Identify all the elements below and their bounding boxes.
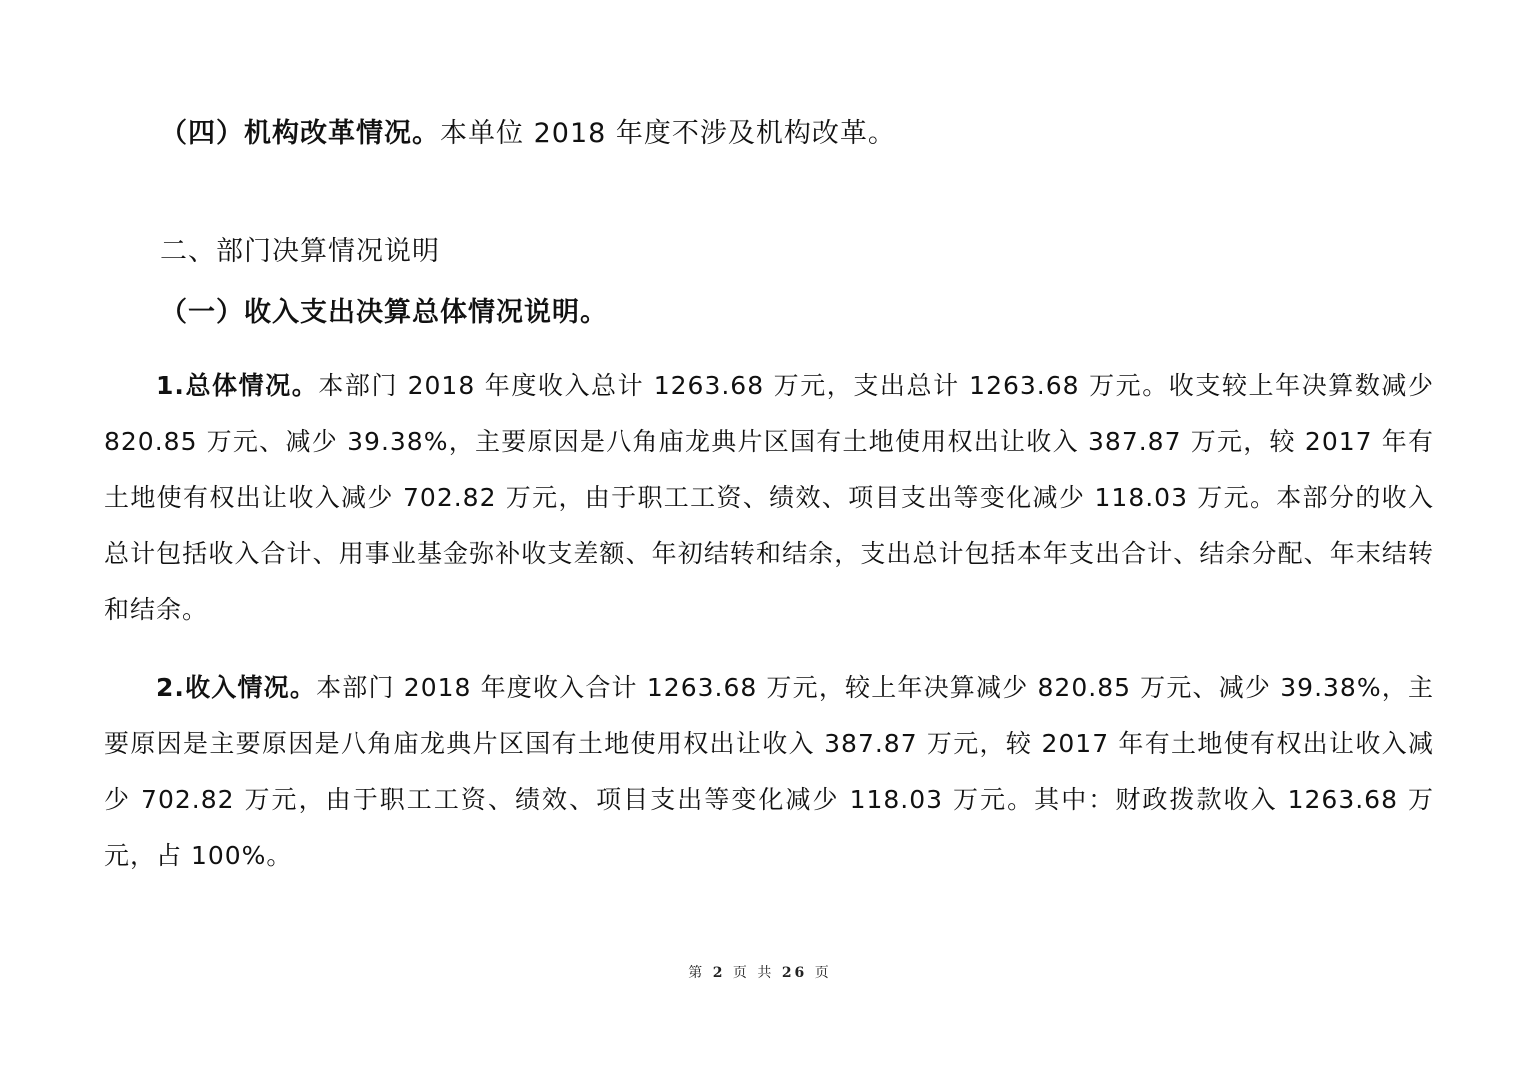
section-four-lead: （四）机构改革情况。 (160, 118, 440, 149)
footer-total-pages: 26 (781, 965, 808, 981)
income-paragraph (104, 660, 1434, 884)
income-lead: 2.收入情况。 (156, 673, 317, 702)
subsection-one-title: （一）收入支出决算总体情况说明。 (160, 297, 608, 328)
overall-lead: 1.总体情况。 (156, 371, 319, 400)
overall-text: 本部门 2018 年度收入总计 1263.68 万元，支出总计 1263.68 万元。收支较上年决算数减少 820.85 万元、减少 39.38%，主要原因是八角庙龙典片区国有土地使用权出让收入 387.87 万元，较 2017 年有土地使有权出让收入减少 702.82 万元，由于职工工资、绩效、项目支出等变化减少 118.03 万元。本部分的收入总计包括收入合计、用事业基金弥补收支差额、年初结转和结余，支出总计包括本年支出合计、结余分配、年末结转和结余。 (104, 371, 1434, 624)
section-four-text: 本单位 2018 年度不涉及机构改革。 (440, 118, 896, 149)
footer-prefix: 第 (688, 965, 706, 981)
page-footer (0, 962, 1520, 982)
income-text: 本部门 2018 年度收入合计 1263.68 万元，较上年决算减少 820.85 万元、减少 39.38%，主要原因是主要原因是八角庙龙典片区国有土地使用权出让收入 387.87 万元，较 2017 年有土地使有权出让收入减少 702.82 万元，由于职工工资、绩效、项目支出等变化减少 118.03 万元。其中：财政拨款收入 1263.68 万元，占 100%。 (104, 673, 1434, 870)
footer-suffix: 页 (814, 965, 832, 981)
footer-page-number: 2 (712, 965, 726, 981)
section-four-paragraph (160, 114, 896, 154)
footer-middle: 页 共 (732, 965, 775, 981)
section-two-title: 二、部门决算情况说明 (160, 236, 440, 267)
overall-paragraph (104, 358, 1434, 638)
